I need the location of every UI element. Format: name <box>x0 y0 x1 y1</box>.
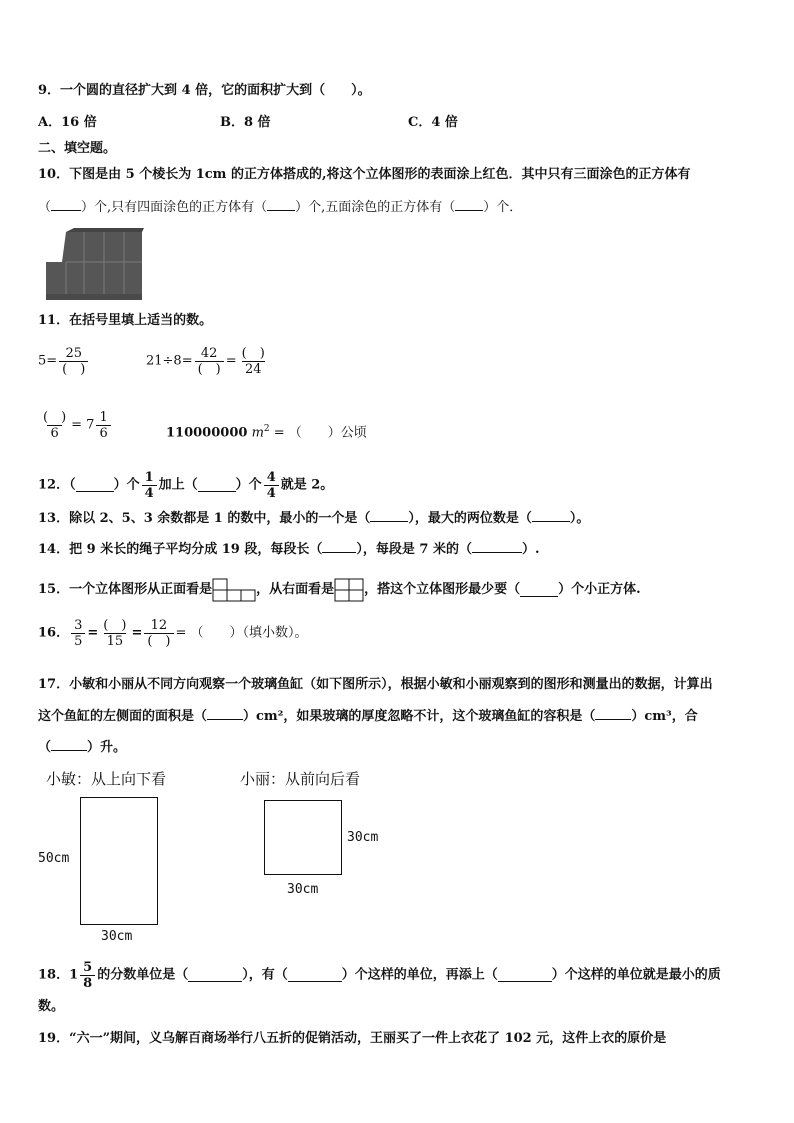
q10-blank-2[interactable] <box>267 198 295 211</box>
q11-e1-fraction <box>59 346 88 377</box>
q11-expr-3 <box>38 410 113 441</box>
q17-blank-2[interactable] <box>595 707 631 720</box>
q17-blank-1[interactable] <box>207 707 243 720</box>
q13-text-b: ），最大的两位数是（ <box>408 511 532 526</box>
q11-e2-num: 42 <box>200 346 218 361</box>
q16-f3-den[interactable]: ( ) <box>144 633 173 649</box>
q15-text-c: ，搭这个立体图形最少要（ <box>364 582 521 597</box>
q12-f1-num: 1 <box>144 470 154 485</box>
dim-30cm-right: 30cm <box>347 830 379 845</box>
q11-e3-eq: = 7 <box>71 417 95 433</box>
q11-e2-fraction <box>195 346 224 377</box>
q17-blank-3[interactable] <box>51 738 87 751</box>
q18-blank-2[interactable] <box>288 969 342 982</box>
q9-option-b: B．8 倍 <box>220 115 271 130</box>
q14-text-c: ）. <box>521 542 540 557</box>
q17-text-d: （ <box>38 740 52 755</box>
q9-option-c: C．4 倍 <box>408 115 458 130</box>
q11-e2b-num[interactable]: ( ) <box>241 346 265 361</box>
q11-expr-4 <box>166 420 367 442</box>
q18-text-c: ）个这样的单位，再添上（ <box>341 967 498 983</box>
q11-e3-den: 6 <box>47 425 61 441</box>
q18-prefix: 18． <box>38 967 70 983</box>
q13-text-a: 13．除以 2、5、3 余数都是 1 的数中，最小的一个是（ <box>38 511 371 526</box>
q12-line <box>38 470 333 501</box>
q12-text-c: 加上（ <box>158 477 198 493</box>
q11-e2-eq: = <box>225 353 237 369</box>
q16-f1-num: 3 <box>74 618 83 633</box>
q18-whole: 1 <box>69 967 79 983</box>
q13-blank-1[interactable] <box>370 509 408 522</box>
q11-expr-2 <box>146 346 270 377</box>
q12-text-a: 12．（ <box>38 477 76 493</box>
q15-blank[interactable] <box>520 584 558 597</box>
q10-text-c: ）个,五面涂色的正方体有（ <box>295 200 456 215</box>
q11-title: 11．在括号里填上适当的数。 <box>38 313 213 328</box>
q18-den: 8 <box>80 975 95 991</box>
q12-f2-den: 4 <box>264 485 279 501</box>
q11-e2-prefix: 21÷8= <box>146 353 193 369</box>
q11-e1-den[interactable]: ( ) <box>59 361 88 377</box>
q11-e1-num: 25 <box>65 346 83 361</box>
dim-30cm-top-view: 30cm <box>101 929 133 944</box>
q18-blank-3[interactable] <box>498 969 552 982</box>
q12-blank-2[interactable] <box>198 479 236 492</box>
right-view-icon <box>334 578 364 602</box>
q10-paren-open: （ <box>38 200 52 215</box>
q16-fraction-3 <box>144 618 173 649</box>
dim-30cm-front-view: 30cm <box>287 882 319 897</box>
q18-num: 5 <box>83 960 93 975</box>
q14-blank-1[interactable] <box>322 540 356 553</box>
q11-e4-sup: 2 <box>263 424 270 434</box>
q12-text-b: ）个 <box>113 477 140 493</box>
q10-blank-1[interactable] <box>51 198 81 211</box>
q14-line <box>38 540 539 559</box>
q15-text-a: 15．一个立体图形从正面看是 <box>38 582 213 597</box>
q16-f3-num: 12 <box>150 618 168 633</box>
section-heading: 二、填空题。 <box>38 141 117 156</box>
q9-text: 9．一个圆的直径扩大到 4 倍，它的面积扩大到（ ）。 <box>38 83 371 98</box>
q16-fraction-1 <box>71 618 85 649</box>
q13-blank-2[interactable] <box>532 509 570 522</box>
q17-line1: 17．小敏和小丽从不同方向观察一个玻璃鱼缸（如下图所示），根据小敏和小丽观察到的图形和测量出的数据，计算出 <box>38 677 713 692</box>
q17-text-c: ）cm³，合 <box>631 709 698 724</box>
q18-text-d: ）个这样的单位就是最小的质 <box>551 967 721 983</box>
q13-text-c: ）。 <box>569 511 590 526</box>
q18-text-a: 的分数单位是（ <box>97 967 189 983</box>
q16-f2-den: 15 <box>104 633 127 649</box>
q14-text-a: 14．把 9 米长的绳子平均分成 19 段，每段长（ <box>38 542 323 557</box>
q15-text-d: ）个小正方体. <box>558 582 641 597</box>
q11-e2b-fraction <box>239 346 268 377</box>
q10-line2 <box>38 198 522 217</box>
q11-e3-mix-num: 1 <box>99 410 108 425</box>
q13-line <box>38 509 589 528</box>
q11-e1-prefix: 5= <box>38 353 58 369</box>
q16-f2-num[interactable]: ( ) <box>103 618 127 633</box>
q17-line2 <box>38 707 698 726</box>
label-xiaoli-view: 小丽：从前向后看 <box>240 770 361 788</box>
q15-line <box>38 578 641 602</box>
q10-blank-3[interactable] <box>455 198 483 211</box>
q11-e4-number: 110000000 <box>166 425 248 441</box>
q11-e3-num[interactable]: ( ) <box>43 410 67 425</box>
q17-line3 <box>38 738 126 757</box>
dim-50cm: 50cm <box>38 851 70 866</box>
q18-line2: 数。 <box>38 999 65 1014</box>
q12-fraction-2 <box>264 470 279 501</box>
q16-prefix: 16． <box>38 625 70 641</box>
q10-text-b: ）个,只有四面涂色的正方体有（ <box>81 200 268 215</box>
label-xiaomin-view: 小敏：从上向下看 <box>46 770 167 788</box>
cube-stack-figure <box>44 228 144 300</box>
q9-option-a: A．16 倍 <box>38 115 97 130</box>
q10-text-d: ）个． <box>483 200 523 215</box>
q12-text-d: ）个 <box>235 477 262 493</box>
q19-text: 19．“六一”期间，义乌解百商场举行八五折的促销活动，王丽买了一件上衣花了 102 元，这件上衣的原价是 <box>38 1031 667 1046</box>
q18-blank-1[interactable] <box>188 969 242 982</box>
q14-blank-2[interactable] <box>472 540 522 553</box>
q11-e3-mixed-fraction <box>96 410 110 441</box>
q11-e2b-den: 24 <box>242 361 265 377</box>
q15-text-b: ，从右面看是 <box>256 582 335 597</box>
q12-fraction-1 <box>142 470 157 501</box>
q16-line: 16． $\frac{3}{5}$ = $\frac{( )}{15}$ = $\frac{12}{( )}$ = （ ）（填小数）。 <box>38 618 308 649</box>
q18-fraction <box>80 960 95 991</box>
q12-text-e: 就是 2。 <box>280 477 334 493</box>
q11-expr-1 <box>38 346 90 377</box>
q12-blank-1[interactable] <box>76 479 114 492</box>
q11-e2-den[interactable]: ( ) <box>195 361 224 377</box>
q18-text-b: ），有（ <box>242 967 288 983</box>
q12-f2-num: 4 <box>266 470 276 485</box>
front-view-square <box>264 800 342 875</box>
q11-e3-mix-den: 6 <box>96 425 110 441</box>
q16-fraction-2 <box>100 618 129 649</box>
q16-f1-den: 5 <box>71 633 85 649</box>
q11-e4-rest: = （ ）公顷 <box>269 425 367 441</box>
q11-e3-fraction <box>40 410 69 441</box>
q17-text-a: 这个鱼缸的左侧面的面积是（ <box>38 709 208 724</box>
q12-f1-den: 4 <box>142 485 157 501</box>
q17-text-e: ）升。 <box>87 740 127 755</box>
q14-text-b: ），每段是 7 米的（ <box>356 542 472 557</box>
q18-line1 <box>38 960 721 991</box>
q11-e4-unit: m <box>251 425 264 441</box>
q10-line1: 10．下图是由 5 个棱长为 1cm 的正方体搭成的,将这个立体图形的表面涂上红色．其中只有三面涂色的正方体有 <box>38 167 691 182</box>
q17-text-b: ）cm²，如果玻璃的厚度忽略不计，这个玻璃鱼缸的容积是（ <box>243 709 596 724</box>
q16-tail: = （ ）（填小数）。 <box>175 625 308 641</box>
front-view-icon <box>212 578 256 602</box>
top-view-rectangle <box>80 797 158 925</box>
